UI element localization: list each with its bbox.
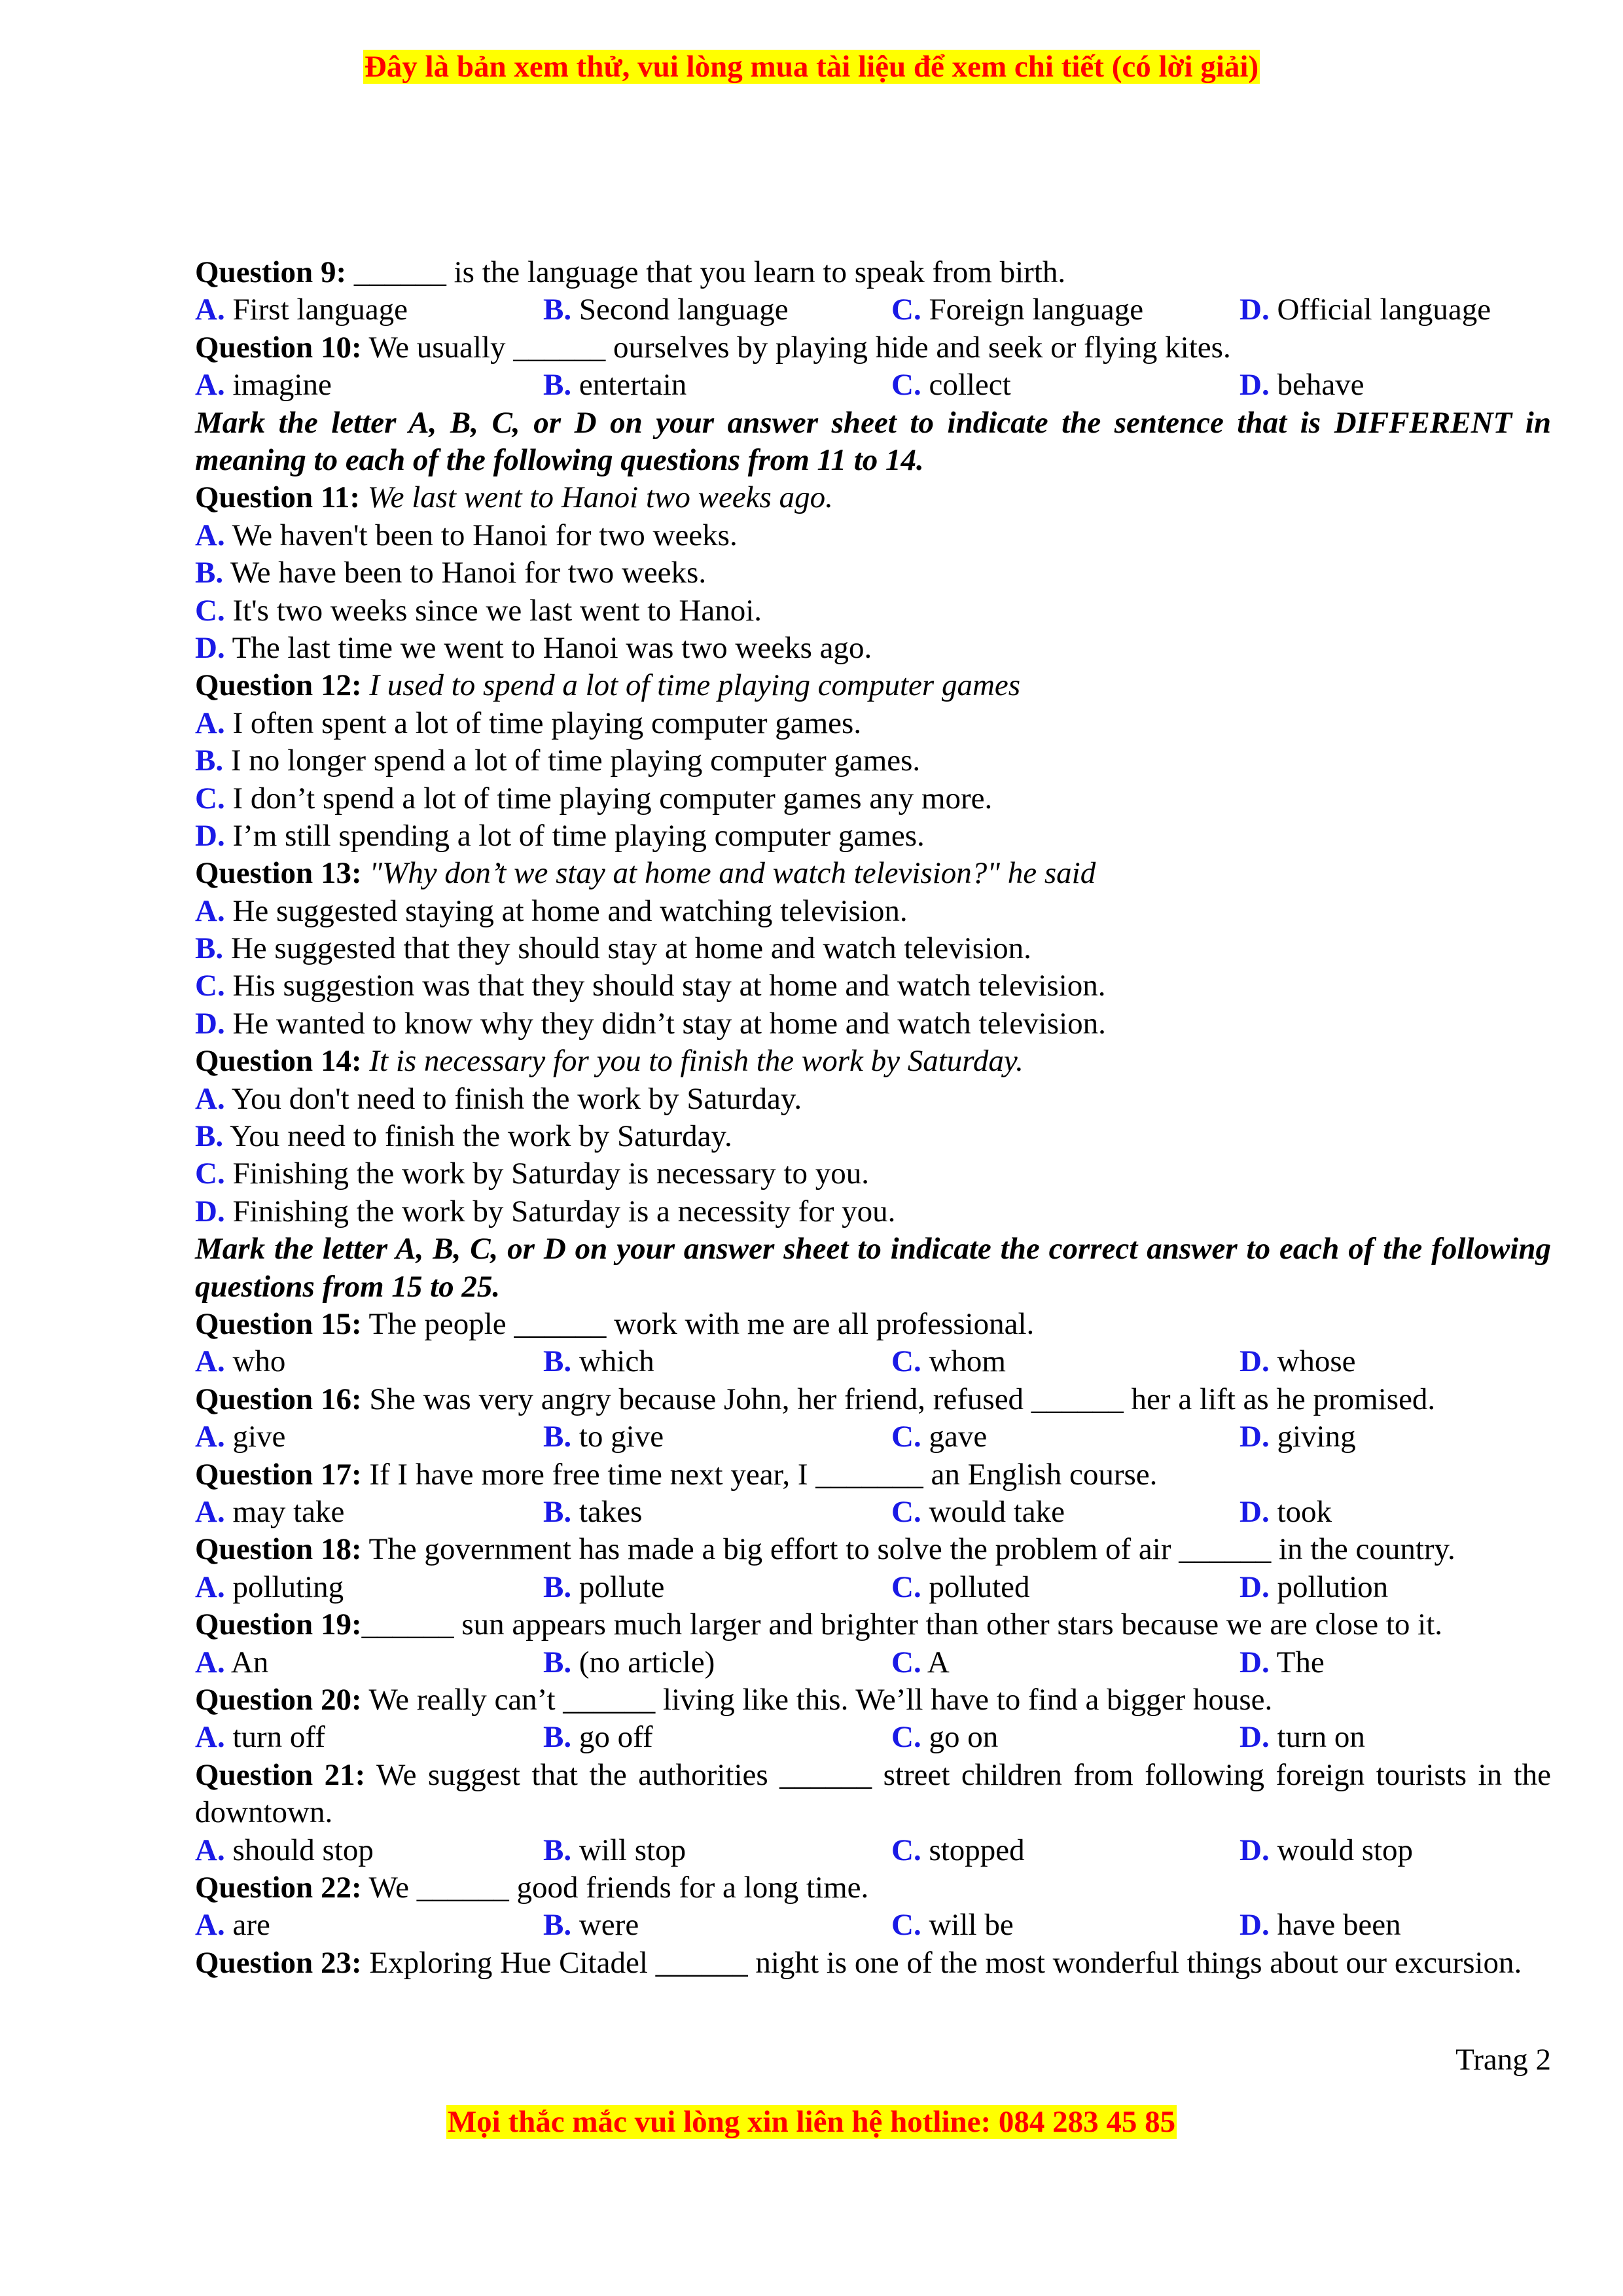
option-c[interactable]: C. stopped (891, 1833, 1025, 1867)
option-c[interactable]: C. polluted (891, 1570, 1030, 1604)
question-text: It is necessary for you to finish the work by Saturday. (361, 1044, 1024, 1079)
options-row (195, 1569, 1551, 1606)
option-b[interactable]: B. entertain (543, 368, 687, 403)
option-d[interactable]: D. He wanted to know why they didn’t stay at home and watch television. (195, 1006, 1106, 1041)
question-label: Question 9: (195, 255, 347, 289)
question-15 (195, 1306, 1551, 1343)
option-c[interactable]: C. collect (891, 368, 1011, 403)
question-text: Exploring Hue Citadel ______ night is one of the most wonderful things about our excursion. (361, 1945, 1522, 1980)
question-19 (195, 1606, 1551, 1643)
question-text: She was very angry because John, her friend, refused ______ her a lift as he promised. (361, 1382, 1436, 1416)
option-c[interactable]: C. whom (891, 1344, 1006, 1379)
option-b[interactable]: B. takes (543, 1494, 643, 1529)
option-c[interactable]: C. I don’t spend a lot of time playing computer games any more. (195, 781, 993, 816)
question-14 (195, 1043, 1551, 1080)
option-c[interactable]: C. will be (891, 1908, 1014, 1943)
option-a[interactable]: A. may take (195, 1494, 345, 1529)
option-b[interactable]: B. to give (543, 1420, 664, 1454)
options-row (195, 1907, 1551, 1944)
option-a[interactable]: A. An (195, 1645, 269, 1679)
option-d[interactable]: D. The (1240, 1645, 1325, 1679)
option-d[interactable]: D. I’m still spending a lot of time playing computer games. (195, 818, 925, 853)
option-a[interactable]: A. I often spent a lot of time playing computer games. (195, 706, 862, 740)
page-number: Trang 2 (1455, 2043, 1551, 2077)
question-label: Question 15: (195, 1307, 362, 1341)
options-row (195, 1832, 1551, 1869)
options-row (195, 1494, 1551, 1531)
question-label: Question 10: (195, 330, 362, 365)
option-d[interactable]: D. Official language (1240, 293, 1491, 327)
option-a[interactable]: A. First language (195, 293, 408, 327)
hotline-banner (0, 2102, 1623, 2142)
option-a[interactable]: A. We haven't been to Hanoi for two weeks. (195, 518, 738, 552)
question-text: The people ______ work with me are all professional. (361, 1307, 1035, 1341)
option-a[interactable]: A. He suggested staying at home and watching television. (195, 893, 908, 928)
question-9 (195, 254, 1551, 291)
question-22 (195, 1869, 1551, 1907)
question-label: Question 23: (195, 1945, 362, 1980)
question-label: Question 22: (195, 1870, 362, 1905)
question-text: I used to spend a lot of time playing computer games (361, 668, 1021, 703)
options-row (195, 367, 1551, 404)
question-text: We last went to Hanoi two weeks ago. (360, 480, 833, 515)
question-text: We really can’t ______ living like this. We’ll have to find a bigger house. (361, 1682, 1273, 1717)
option-b[interactable]: B. We have been to Hanoi for two weeks. (195, 556, 707, 590)
option-c[interactable]: C. His suggestion was that they should stay at home and watch television. (195, 969, 1106, 1003)
option-b[interactable]: B. go off (543, 1720, 653, 1755)
question-text: The government has made a big effort to solve the problem of air ______ in the country. (361, 1532, 1455, 1567)
question-12 (195, 667, 1551, 704)
option-d[interactable]: D. behave (1240, 368, 1364, 403)
option-d[interactable]: D. whose (1240, 1344, 1356, 1379)
question-10 (195, 329, 1551, 367)
question-label: Question 16: (195, 1382, 362, 1416)
option-b[interactable]: B. (no article) (543, 1645, 715, 1679)
option-a[interactable]: A. turn off (195, 1720, 325, 1755)
option-b[interactable]: B. Second language (543, 293, 789, 327)
option-d[interactable]: D. Finishing the work by Saturday is a necessity for you. (195, 1194, 896, 1229)
option-a[interactable]: A. should stop (195, 1833, 374, 1867)
option-b[interactable]: B. He suggested that they should stay at home and watch television. (195, 931, 1031, 966)
option-a[interactable]: A. who (195, 1344, 286, 1379)
question-text: We ______ good friends for a long time. (361, 1870, 869, 1905)
option-d[interactable]: D. turn on (1240, 1720, 1365, 1755)
question-20 (195, 1681, 1551, 1719)
option-b[interactable]: B. pollute (543, 1570, 665, 1604)
question-text: "Why don’t we stay at home and watch television?" he said (361, 856, 1096, 891)
section-instruction: Mark the letter A, B, C, or D on your answer sheet to indicate the correct answer to each of the following questions from 15 to 25. (195, 1232, 1551, 1304)
question-text: If I have more free time next year, I _______ an English course. (361, 1457, 1158, 1492)
hotline-banner-text: Mọi thắc mắc vui lòng xin liên hệ hotline: 084 283 45 85 (447, 2105, 1176, 2139)
options-row (195, 1343, 1551, 1380)
question-label: Question 19: (195, 1607, 362, 1642)
option-c[interactable]: C. A (891, 1645, 950, 1679)
question-16 (195, 1381, 1551, 1418)
question-17 (195, 1456, 1551, 1494)
preview-banner-text: Đây là bản xem thử, vui lòng mua tài liệu để xem chi tiết (có lời giải) (364, 50, 1259, 84)
option-c[interactable]: C. go on (891, 1720, 999, 1755)
option-b[interactable]: B. which (543, 1344, 654, 1379)
question-label: Question 11: (195, 480, 361, 515)
question-13 (195, 855, 1551, 892)
question-21 (195, 1757, 1551, 1832)
options-row (195, 1644, 1551, 1681)
option-b[interactable]: B. You need to finish the work by Saturday. (195, 1119, 732, 1154)
option-c[interactable]: C. Foreign language (891, 293, 1144, 327)
question-text: ______ sun appears much larger and brighter than other stars because we are close to it. (361, 1607, 1443, 1642)
question-text: ______ is the language that you learn to speak from birth. (346, 255, 1066, 289)
question-text: We suggest that the authorities ______ street children from following foreign tourists in the downtown. (195, 1757, 1551, 1830)
question-label: Question 14: (195, 1044, 362, 1079)
options-row (195, 291, 1551, 329)
option-b[interactable]: B. I no longer spend a lot of time playing computer games. (195, 744, 921, 778)
option-d[interactable]: D. giving (1240, 1420, 1356, 1454)
question-18 (195, 1531, 1551, 1568)
option-d[interactable]: D. took (1240, 1494, 1332, 1529)
options-row (195, 1418, 1551, 1456)
option-d[interactable]: D. The last time we went to Hanoi was two weeks ago. (195, 630, 872, 665)
question-23 (195, 1945, 1551, 1982)
option-d[interactable]: D. have been (1240, 1908, 1401, 1943)
option-c[interactable]: C. It's two weeks since we last went to Hanoi. (195, 593, 762, 628)
option-a[interactable]: A. give (195, 1420, 286, 1454)
question-label: Question 21: (195, 1757, 366, 1792)
option-c[interactable]: C. Finishing the work by Saturday is necessary to you. (195, 1157, 869, 1191)
question-label: Question 18: (195, 1532, 362, 1567)
question-label: Question 17: (195, 1457, 362, 1492)
section-instruction: Mark the letter A, B, C, or D on your answer sheet to indicate the sentence that is DIFFERENT in meaning to each of the following questions from 11 to 14. (195, 405, 1551, 477)
question-label: Question 13: (195, 856, 362, 891)
preview-banner (0, 47, 1623, 86)
option-c[interactable]: C. would take (891, 1494, 1065, 1529)
option-a[interactable]: A. polluting (195, 1570, 344, 1604)
exam-content (195, 254, 1551, 1982)
question-text: We usually ______ ourselves by playing hide and seek or flying kites. (361, 330, 1231, 365)
option-b[interactable]: B. were (543, 1908, 639, 1943)
option-d[interactable]: D. would stop (1240, 1833, 1414, 1867)
option-b[interactable]: B. will stop (543, 1833, 687, 1867)
options-row (195, 1719, 1551, 1756)
question-label: Question 12: (195, 668, 362, 703)
option-a[interactable]: A. You don't need to finish the work by Saturday. (195, 1081, 802, 1116)
option-a[interactable]: A. imagine (195, 368, 332, 403)
option-d[interactable]: D. pollution (1240, 1570, 1389, 1604)
question-label: Question 20: (195, 1682, 362, 1717)
option-a[interactable]: A. are (195, 1908, 270, 1943)
question-11 (195, 479, 1551, 516)
option-c[interactable]: C. gave (891, 1420, 988, 1454)
